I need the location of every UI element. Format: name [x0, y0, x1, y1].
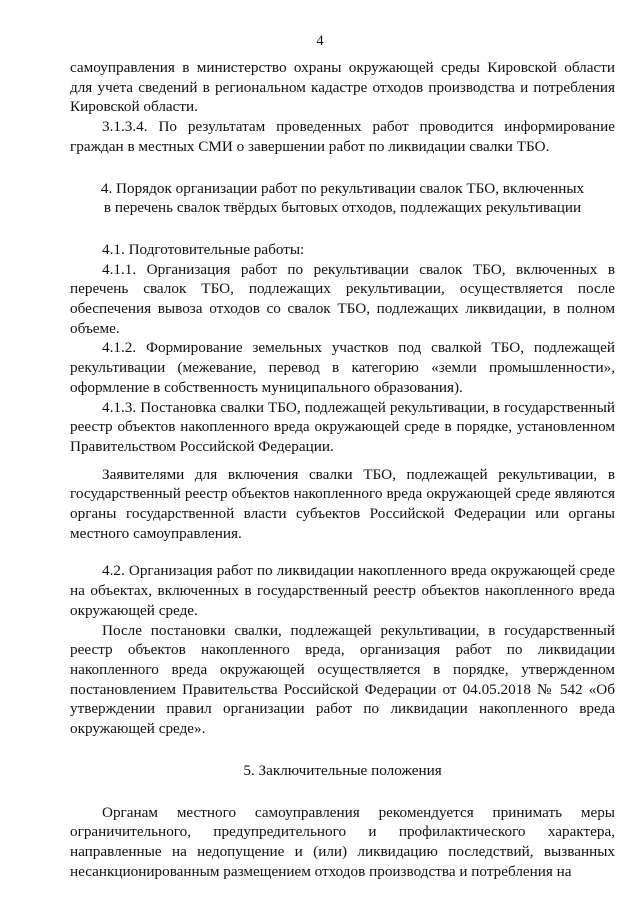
section-5-title: 5. Заключительные положения — [243, 761, 442, 779]
paragraph-after-registration: После постановки свалки, подлежащей рекультивации, в государственный реестр объектов накопленного вреда, организация работ по ликвидации накопленного вреда окружающей осуществляется в порядке, утвержденном постановлением Правительства Российской Федерации от 04.05.2018 № 542 «Об утверждении правил организации работ по ликвидации накопленного вреда окружающей среде». — [70, 621, 615, 738]
paragraph-4-2: 4.2. Организация работ по ликвидации накопленного вреда окружающей среде на объектах, включенных в государственный реестр объектов накопленного вреда окружающей среде. — [70, 562, 615, 619]
page-number: 4 — [316, 33, 324, 49]
paragraph-4-1: 4.1. Подготовительные работы: — [102, 240, 305, 258]
document-body — [70, 58, 615, 881]
spacer — [70, 457, 615, 465]
paragraph-5: Органам местного самоуправления рекомендуется принимать меры ограничительного, предупредительного и профилактического характера, направленные на недопущение и (или) ликвидацию последствий, вызванных несанкционированным размещением отходов производства и потребления на — [70, 803, 615, 880]
spacer — [70, 543, 615, 561]
paragraph-3-1-3-4: 3.1.3.4. По результатам проведенных работ проводится информирование граждан в местных СМИ о завершении работ по ликвидации свалки ТБО. — [70, 118, 615, 155]
section-4-title-line-1: 4. Порядок организации работ по рекультивации свалок ТБО, включенных — [100, 179, 585, 197]
spacer — [70, 781, 615, 803]
paragraph-4-1-3: 4.1.3. Постановка свалки ТБО, подлежащей рекультивации, в государственный реестр объектов накопленного вреда окружающей среде в порядке, установленном Правительством Российской Федерации. — [70, 398, 615, 455]
spacer — [70, 739, 615, 761]
paragraph-4-1-1: 4.1.1. Организация работ по рекультивации свалок ТБО, включенных в перечень свалок ТБО, подлежащих рекультивации, осуществляется после обеспечения вывоза отходов со свалок ТБО, подлежащих ликвидации, в полном объеме. — [70, 260, 615, 337]
paragraph-4-1-2: 4.1.2. Формирование земельных участков под свалкой ТБО, подлежащей рекультивации (межевание, перевод в категорию «земли промышленности», оформление в собственность муниципального образования). — [70, 339, 615, 396]
section-4-title-line-2: в перечень свалок твёрдых бытовых отходов, подлежащих рекультивации — [103, 199, 582, 217]
spacer — [70, 218, 615, 240]
paragraph-applicants: Заявителями для включения свалки ТБО, подлежащей рекультивации, в государственный реестр объектов накопленного вреда окружающей среде являются органы государственной власти субъектов Российской Федерации или органы местного самоуправления. — [70, 465, 615, 542]
spacer — [70, 157, 615, 179]
paragraph-continuation: самоуправления в министерство охраны окружающей среды Кировской области для учета сведений в региональном кадастре отходов производства и потребления Кировской области. — [70, 59, 615, 116]
